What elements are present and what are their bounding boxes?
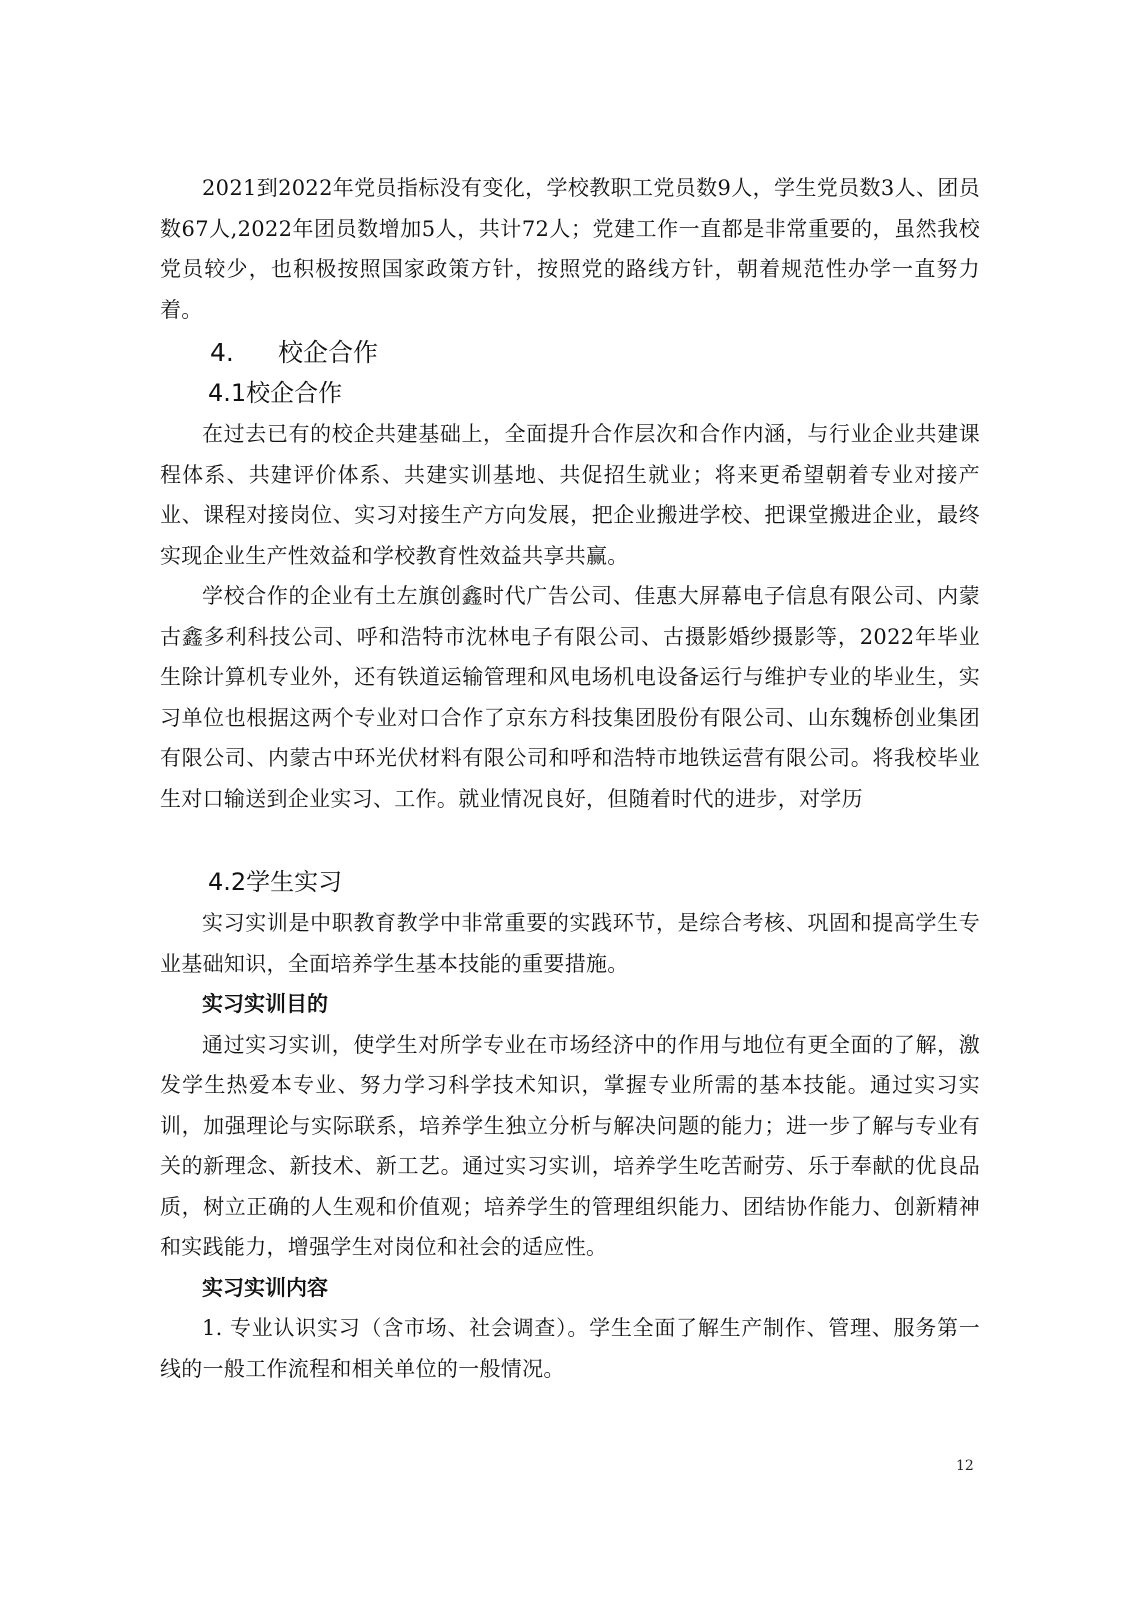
subsection-heading-internship: 4.2学生实习 bbox=[208, 868, 343, 896]
heading-training-content: 实习实训内容 bbox=[202, 1274, 328, 1300]
page-content bbox=[160, 168, 980, 1389]
paragraph-training-item-1: 1. 专业认识实习（含市场、社会调查）。学生全面了解生产制作、管理、服务第一线的一般工作流程和相关单位的一般情况。 bbox=[160, 1316, 980, 1381]
paragraph-partner-enterprises: 学校合作的企业有土左旗创鑫时代广告公司、佳惠大屏幕电子信息有限公司、内蒙古鑫多利科技公司、呼和浩特市沈林电子有限公司、古摄影婚纱摄影等，2022年毕业生除计算机专业外，还有铁道运输管理和风电场机电设备运行与维护专业的毕业生，实习单位也根据这两个专业对口合作了京东方科技集团股份有限公司、山东魏桥创业集团有限公司、内蒙古中环光伏材料有限公司和呼和浩特市地铁运营有限公司。将我校毕业生对口输送到企业实习、工作。就业情况良好，但随着时代的进步，对学历 bbox=[160, 584, 980, 811]
page-number: 12 bbox=[956, 1458, 974, 1474]
paragraph-training-goal: 通过实习实训，使学生对所学专业在市场经济中的作用与地位有更全面的了解，激发学生热爱本专业、努力学习科学技术知识，掌握专业所需的基本技能。通过实习实训，加强理论与实际联系，培养学生独立分析与解决问题的能力；进一步了解与专业有关的新理念、新技术、新工艺。通过实习实训，培养学生吃苦耐劳、乐于奉献的优良品质，树立正确的人生观和价值观；培养学生的管理组织能力、团结协作能力、创新精神和实践能力，增强学生对岗位和社会的适应性。 bbox=[160, 1032, 980, 1259]
paragraph-internship-intro: 实习实训是中职教育教学中非常重要的实践环节，是综合考核、巩固和提高学生专业基础知识，全面培养学生基本技能的重要措施。 bbox=[160, 911, 980, 976]
paragraph-party-members: 2021到2022年党员指标没有变化，学校教职工党员数9人，学生党员数3人、团员数67人,2022年团员数增加5人，共计72人；党建工作一直都是非常重要的，虽然我校党员较少，也积极按照国家政策方针，按照党的路线方针，朝着规范性办学一直努力着。 bbox=[160, 176, 980, 322]
section-heading-school-enterprise bbox=[160, 334, 980, 372]
heading-training-goal: 实习实训目的 bbox=[202, 991, 328, 1016]
subsection-heading-cooperation: 4.1校企合作 bbox=[208, 379, 343, 407]
section-title: 校企合作 bbox=[278, 338, 379, 367]
section-number: 4. bbox=[210, 338, 234, 367]
paragraph-cooperation-basis: 在过去已有的校企共建基础上，全面提升合作层次和合作内涵，与行业企业共建课程体系、共建评价体系、共建实训基地、共促招生就业；将来更希望朝着专业对接产业、课程对接岗位、实习对接生产方向发展，把企业搬进学校、把课堂搬进企业，最终实现企业生产性效益和学校教育性效益共享共赢。 bbox=[160, 422, 980, 568]
